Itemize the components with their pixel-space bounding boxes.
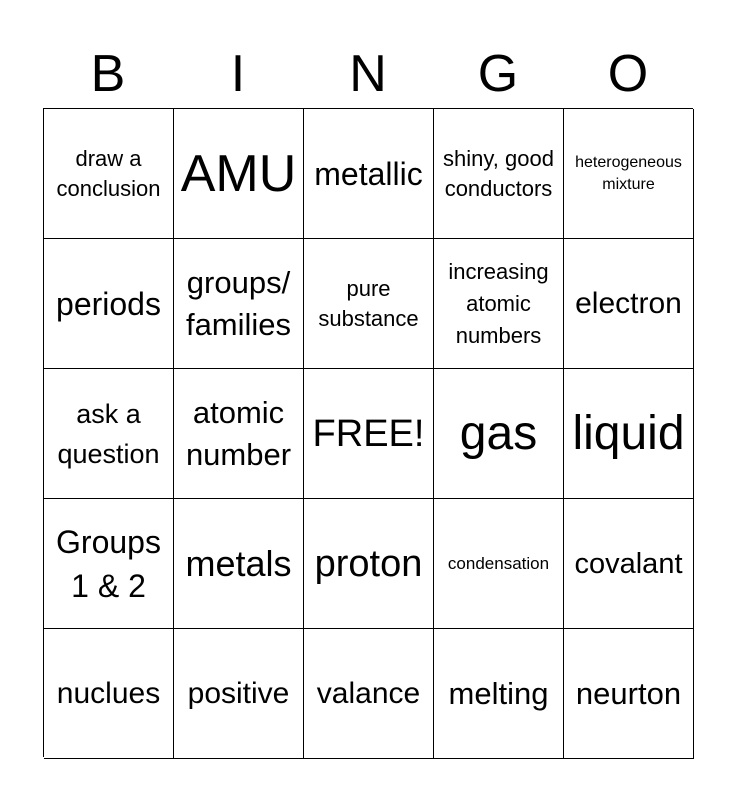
bingo-cell (304, 109, 434, 239)
bingo-cell (434, 369, 564, 499)
bingo-cell-text: metals (185, 542, 292, 584)
bingo-cell-text: positive (187, 676, 290, 710)
bingo-cell-text: melting (448, 675, 549, 711)
bingo-cell-text: pure substance (318, 275, 419, 331)
bingo-cell-text: gas (459, 406, 538, 460)
bingo-cell (44, 239, 174, 369)
bingo-cell (44, 369, 174, 499)
bingo-cell (174, 499, 304, 629)
bingo-cell-text: nuclues (56, 676, 161, 710)
bingo-cell (304, 239, 434, 369)
bingo-cell-text: metallic (314, 155, 423, 192)
bingo-cell (304, 499, 434, 629)
bingo-cell-text: condensation (447, 553, 550, 573)
bingo-cell-text: heterogeneous mixture (575, 153, 682, 193)
bingo-cell (304, 369, 434, 499)
bingo-cell (174, 629, 304, 759)
header-letter-b: B (90, 45, 126, 103)
bingo-cell-text: groups/ families (185, 264, 292, 342)
bingo-cell (44, 629, 174, 759)
bingo-cell-text: increasing atomic numbers (448, 258, 549, 348)
bingo-cell-text: ask a question (57, 398, 160, 469)
bingo-cell (434, 239, 564, 369)
bingo-cell (174, 239, 304, 369)
bingo-cell (304, 629, 434, 759)
bingo-cell-text: atomic number (185, 394, 292, 472)
bingo-cell (174, 109, 304, 239)
bingo-cell-text: FREE! (312, 412, 425, 455)
header-letter-g: G (477, 45, 519, 103)
bingo-cell (564, 239, 694, 369)
bingo-cell (44, 109, 174, 239)
bingo-cell-text: AMU (180, 144, 297, 203)
bingo-cell-text: shiny, good conductors (443, 145, 554, 201)
bingo-cell (44, 499, 174, 629)
bingo-cell-text: periods (56, 285, 161, 322)
bingo-cell-text: covalant (574, 547, 683, 580)
bingo-cell (174, 369, 304, 499)
bingo-cell-text: neurton (575, 675, 682, 711)
bingo-cell (564, 629, 694, 759)
bingo-header (43, 40, 693, 108)
header-letter-n: N (349, 45, 387, 103)
bingo-cell-text: liquid (572, 406, 685, 460)
bingo-cell (564, 369, 694, 499)
bingo-cell-text: proton (314, 542, 423, 585)
bingo-cell (434, 499, 564, 629)
bingo-cell (434, 109, 564, 239)
bingo-cell-text: valance (316, 676, 421, 710)
bingo-cell-text: electron (575, 286, 682, 320)
bingo-grid (43, 108, 693, 757)
header-letter-o: O (607, 45, 649, 103)
bingo-cell-text: draw a conclusion (56, 145, 161, 201)
bingo-cell (564, 109, 694, 239)
bingo-cell-text: Groups 1 & 2 (56, 523, 161, 604)
header-letter-i: I (230, 45, 246, 103)
bingo-cell (434, 629, 564, 759)
bingo-cell (564, 499, 694, 629)
